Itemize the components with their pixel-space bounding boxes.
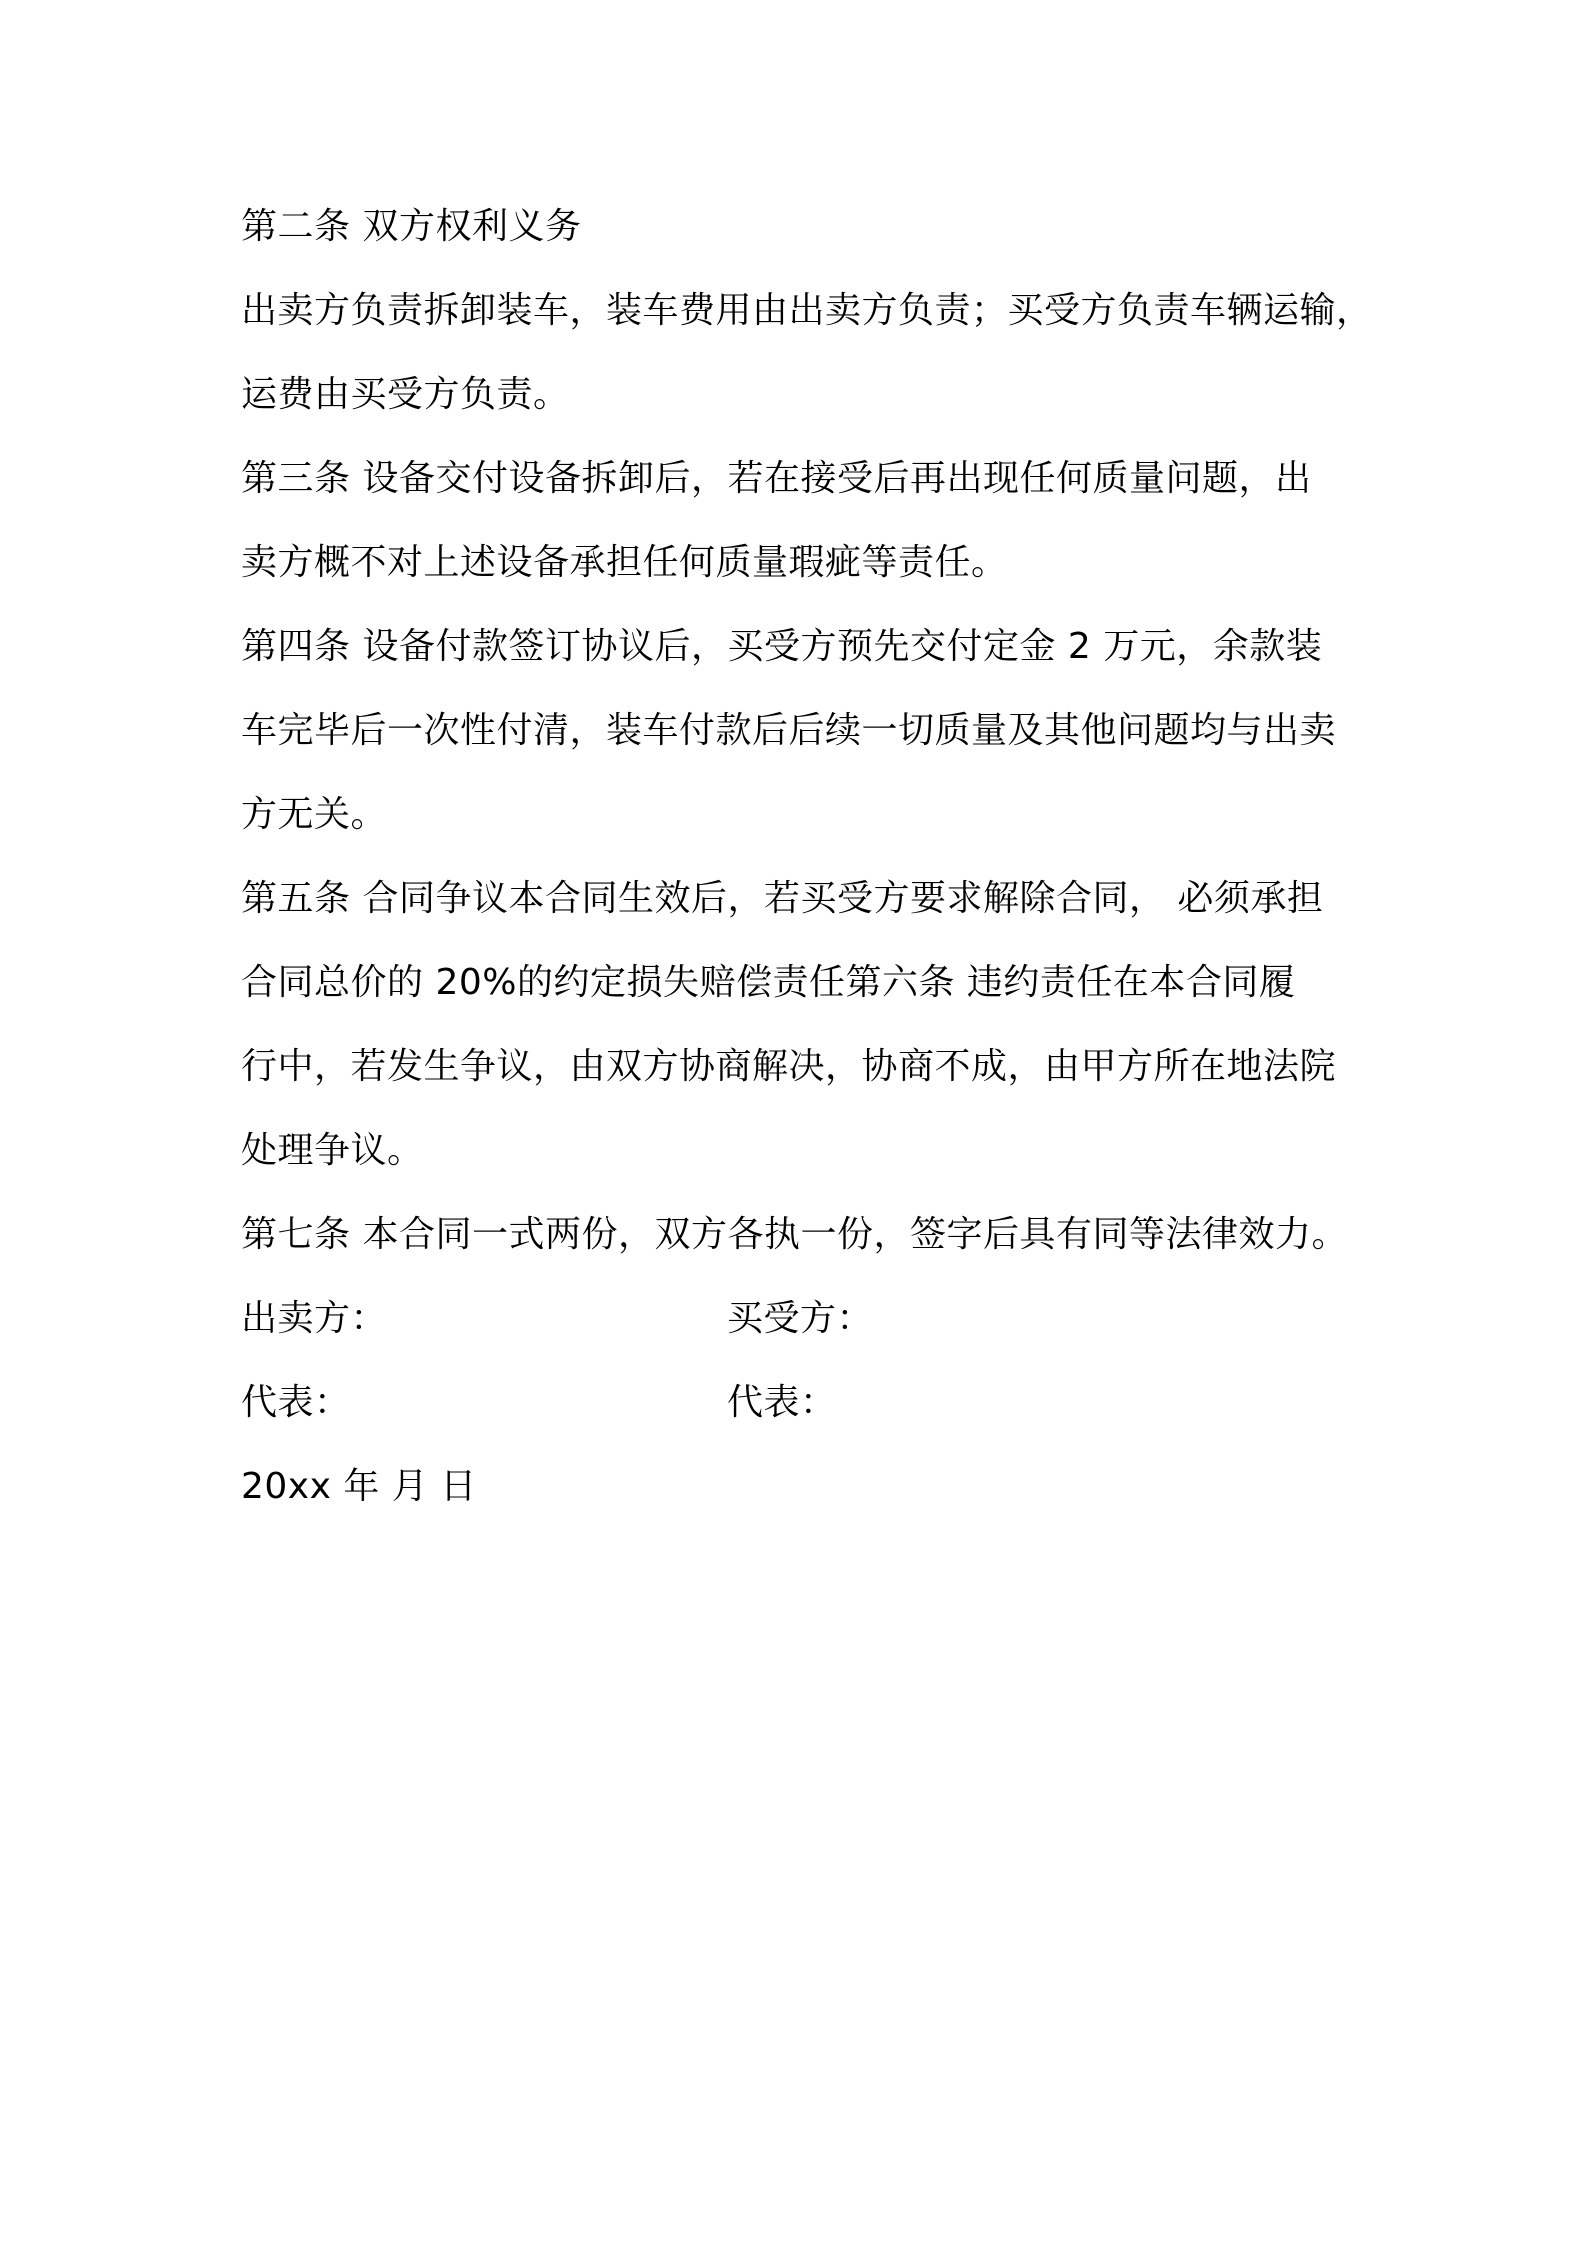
article-4-line-3: 方无关。: [241, 794, 388, 835]
article-7-line: 第七条 本合同一式两份，双方各执一份，签字后具有同等法律效力。: [241, 1214, 1348, 1255]
seller-representative-label: 代表：: [241, 1382, 351, 1423]
article-6-line-2: 处理争议。: [241, 1130, 424, 1171]
article-4-line-2: 车完毕后一次性付清，装车付款后后续一切质量及其他问题均与出卖: [241, 710, 1337, 751]
article-3-line-2: 卖方概不对上述设备承担任何质量瑕疵等责任。: [241, 542, 1008, 583]
article-2-heading: 第二条 双方权利义务: [241, 206, 582, 247]
article-3-line-1: 第三条 设备交付设备拆卸后，若在接受后再出现任何质量问题，出: [241, 458, 1312, 499]
article-5-line-2: 合同总价的 20%的约定损失赔偿责任第六条 违约责任在本合同履: [241, 962, 1296, 1003]
signing-date: 20xx 年 月 日: [241, 1466, 477, 1507]
article-5-line-1: 第五条 合同争议本合同生效后，若买受方要求解除合同， 必须承担: [241, 878, 1324, 919]
seller-label: 出卖方：: [241, 1298, 388, 1339]
article-6-line-1: 行中，若发生争议，由双方协商解决，协商不成，由甲方所在地法院: [241, 1046, 1337, 1087]
article-4-line-1: 第四条 设备付款签订协议后，买受方预先交付定金 2 万元，余款装: [241, 626, 1323, 667]
article-2-text-line-2: 运费由买受方负责。: [241, 374, 570, 415]
article-2-text-line-1: 出卖方负责拆卸装车，装车费用由出卖方负责；买受方负责车辆运输，: [241, 290, 1373, 331]
buyer-label: 买受方：: [727, 1298, 874, 1339]
buyer-representative-label: 代表：: [727, 1382, 837, 1423]
